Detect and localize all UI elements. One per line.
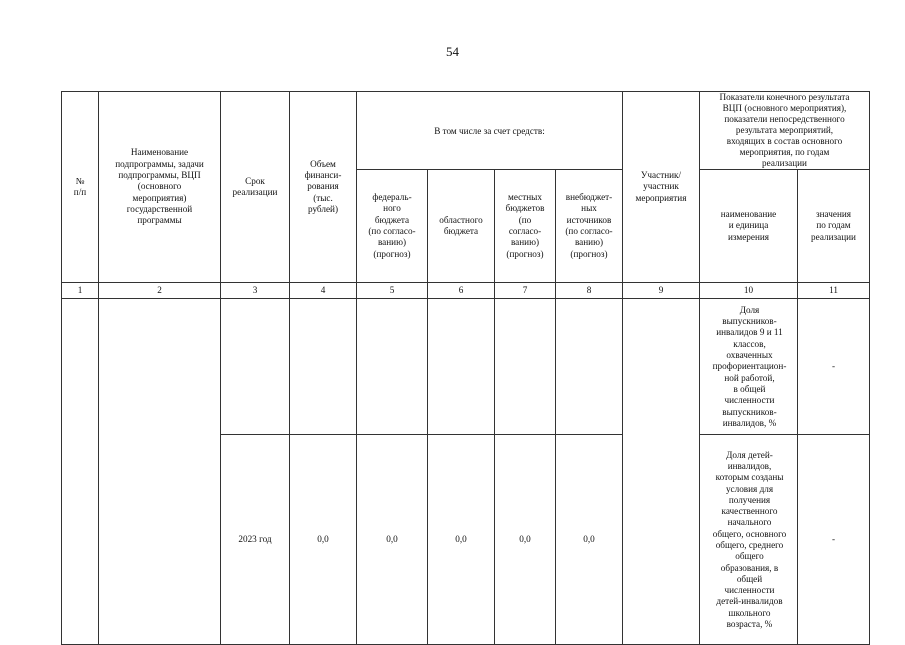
page-number: 54	[446, 44, 459, 59]
cell-participant	[623, 299, 700, 645]
header-sources-group: В том числе за счет средств:	[357, 92, 623, 170]
column-number: 5	[357, 283, 428, 299]
cell-extra: 0,0	[556, 435, 623, 645]
column-number: 8	[556, 283, 623, 299]
header-indicators-group: Показатели конечного результата ВЦП (основного мероприятия), показатели непосредственного результата мероприятий, входящих в состав основного мероприятия, по годам реализации	[700, 92, 870, 170]
cell-period	[221, 299, 290, 435]
cell-indicator-value: -	[798, 435, 870, 645]
cell-federal: 0,0	[357, 435, 428, 645]
cell-local	[495, 299, 556, 435]
column-number: 9	[623, 283, 700, 299]
header-regional: областного бюджета	[428, 170, 495, 283]
cell-volume: 0,0	[290, 435, 357, 645]
column-number: 3	[221, 283, 290, 299]
column-number: 10	[700, 283, 798, 299]
cell-regional	[428, 299, 495, 435]
column-number: 6	[428, 283, 495, 299]
cell-number	[62, 299, 99, 645]
header-volume: Объем финанси- рования (тыс. рублей)	[290, 92, 357, 283]
header-period: Срок реализации	[221, 92, 290, 283]
header-federal: федераль- ного бюджета (по согласо- ванию) (прогноз)	[357, 170, 428, 283]
column-number: 2	[99, 283, 221, 299]
cell-federal	[357, 299, 428, 435]
header-local: местных бюджетов (по согласо- ванию) (прогноз)	[495, 170, 556, 283]
cell-regional: 0,0	[428, 435, 495, 645]
program-table	[61, 91, 870, 645]
cell-extra	[556, 299, 623, 435]
cell-period: 2023 год	[221, 435, 290, 645]
cell-name	[99, 299, 221, 645]
cell-indicator-name: Доля детей- инвалидов, которым созданы условия для получения качественного начального общего, основного общего, среднего общего образования, в общей численности детей-инвалидов школьного возраста, %	[700, 435, 798, 645]
column-number: 1	[62, 283, 99, 299]
header-extra: внебюджет- ных источников (по согласо- ванию) (прогноз)	[556, 170, 623, 283]
header-indicator-name: наименование и единица измерения	[700, 170, 798, 283]
header-number: № п/п	[62, 92, 99, 283]
header-name: Наименование подпрограммы, задачи подпрограммы, ВЦП (основного мероприятия) государственной программы	[99, 92, 221, 283]
column-number: 4	[290, 283, 357, 299]
cell-indicator-value: -	[798, 299, 870, 435]
cell-indicator-name: Доля выпускников- инвалидов 9 и 11 классов, охваченных профориентацион- ной работой, в общей численности выпускников- инвалидов, %	[700, 299, 798, 435]
header-participant: Участник/ участник мероприятия	[623, 92, 700, 283]
header-indicator-value: значения по годам реализации	[798, 170, 870, 283]
cell-local: 0,0	[495, 435, 556, 645]
column-number: 7	[495, 283, 556, 299]
column-number: 11	[798, 283, 870, 299]
cell-volume	[290, 299, 357, 435]
